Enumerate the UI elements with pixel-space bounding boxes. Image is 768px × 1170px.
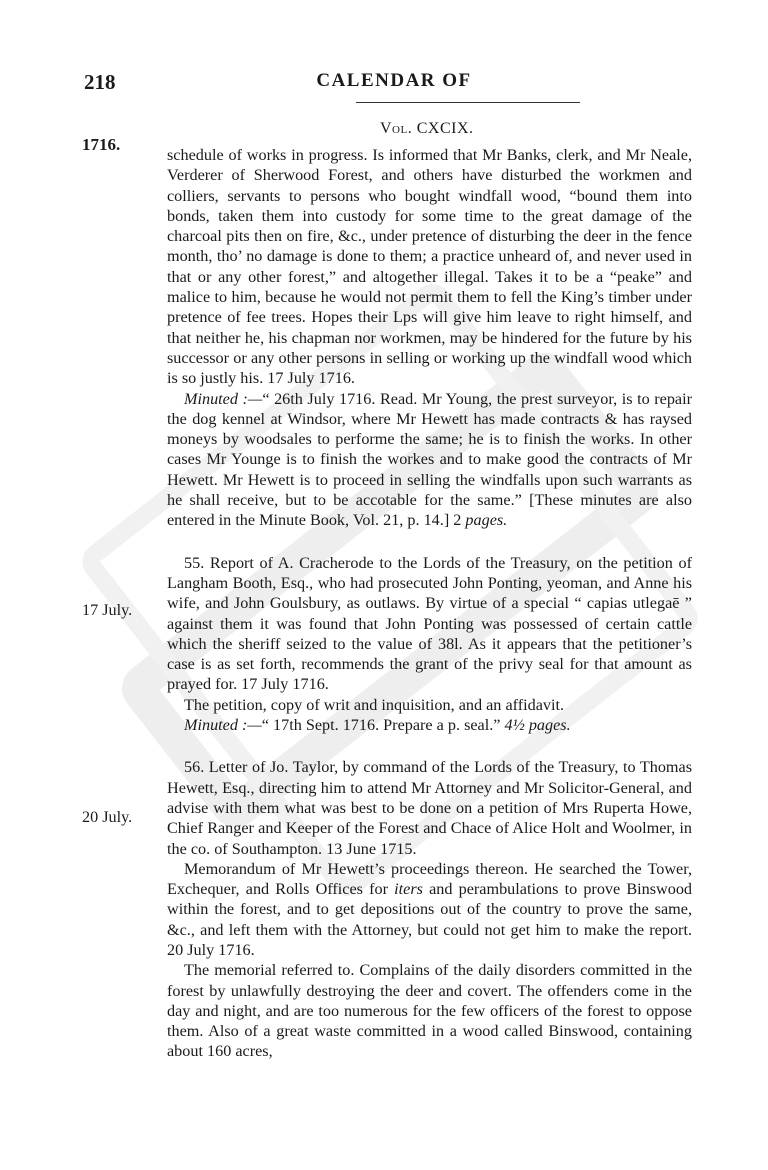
- minuted-text: “ 17th Sept. 1716. Prepare a p. seal.”: [261, 716, 501, 735]
- continuation-minute: [167, 389, 692, 531]
- continuation-paragraph: schedule of works in progress. Is informed that Mr Banks, clerk, and Mr Neale, Verderer of Sherwood Forest, and others have disturbed the workmen and colliers, servants to persons who bought windfall wood, “bound them into bonds, taken them into custody for some time to the great damage of the charcoal pits then on fire, &c., under pretence of disturbing the deer in the fence month, tho’ no damage is done to them; a practice unheard of, and never used in that or any other forest,” and altogether illegal. Takes it to be a “peake” and malice to him, because he would not permit them to fell the King’s timber under pretence of fee trees. Hopes their Lps will give him leave to right himself, and that neither he, his chapman nor workmen, may be hindered for the future by his successor or any other persons in selling or working up the windfall wood which is so justly his. 17 July 1716.: [167, 146, 692, 388]
- entry-55-minute: [167, 715, 692, 735]
- margin-date-entry-56: 20 July.: [82, 808, 133, 826]
- memo-text-part-2: and perambulations to prove Binswood within the forest, and to get depositions out of the country to prove the same, &c., and left them with the Attorney, but could not get him to make the report. 20 July 1716.: [167, 880, 693, 959]
- entry-56-text: 56. Letter of Jo. Taylor, by command of the Lords of the Treasury, to Thomas Hewett, Esq., directing him to attend Mr Attorney and Mr Solicitor-General, and advise with them what was best to be done on a petition of Mrs Ruperta Howe, Chief Ranger and Keeper of the Forest and Chace of Alice Holt and Woolmer, in the co. of Southampton. 13 June 1715.: [167, 758, 692, 858]
- page-number: 218: [84, 70, 116, 94]
- volume-label: Vol. CXCIX.: [380, 120, 474, 137]
- margin-year: 1716.: [82, 135, 121, 154]
- pages-label: pages.: [465, 511, 508, 530]
- entry-56-memorandum: [167, 859, 692, 960]
- margin-date-entry-55: 17 July.: [82, 601, 133, 619]
- minuted-label: Minuted :—: [184, 389, 263, 408]
- document-body: [167, 145, 692, 1062]
- entry-55-text: 55. Report of A. Cracherode to the Lords of the Treasury, on the petition of Langham Booth, Esq., who had prosecuted John Ponting, yeoman, and Anne his wife, and John Goulsbury, as outlaws. By virtue of a special “ capias utlegaē ” against them it was found that John Ponting was possessed of certain cattle which the sheriff seized to the value of 38l. As it appears that the petitioner’s case is as set forth, recommends the grant of the privy seal for that amount as prayed for. 17 July 1716.: [167, 553, 692, 694]
- entry-56-memorial: The memorial referred to. Complains of the daily disorders committed in the forest by unlawfully destroying the deer and covert. The offenders come in the day and night, and are too numerous for the few officers of the forest to oppose them. Also of a great waste committed in a wood called Binswood, containing about 160 acres,: [167, 961, 692, 1061]
- running-title: CALENDAR OF: [316, 70, 472, 91]
- minuted-text: “ 26th July 1716. Read. Mr Young, the prest surveyor, is to repair the dog kennel at Windsor, where Mr Hewett has made contracts & has raysed moneys by woodsales to performe the same; he is to finish the works. In other cases Mr Younge is to finish the workes and to make good the contracts of Mr Hewett. Mr Hewett is to proceed in selling the windfalls upon such warrants as he shall receive, but to be accotable for the same.” [These minutes are also entered in the Minute Book, Vol. 21, p. 14.] 2: [167, 389, 692, 530]
- header-rule: [356, 102, 580, 103]
- memo-italic-term: iters: [394, 880, 423, 899]
- memo-text-part-1: Memorandum of Mr Hewett’s proceedings thereon. He searched the Tower, Exchequer, and Rolls Offices for: [167, 859, 692, 899]
- pages-label: 4½ pages.: [504, 716, 571, 735]
- entry-55-enclosure: The petition, copy of writ and inquisition, and an affidavit.: [184, 695, 565, 714]
- minuted-label: Minuted :—: [184, 716, 262, 735]
